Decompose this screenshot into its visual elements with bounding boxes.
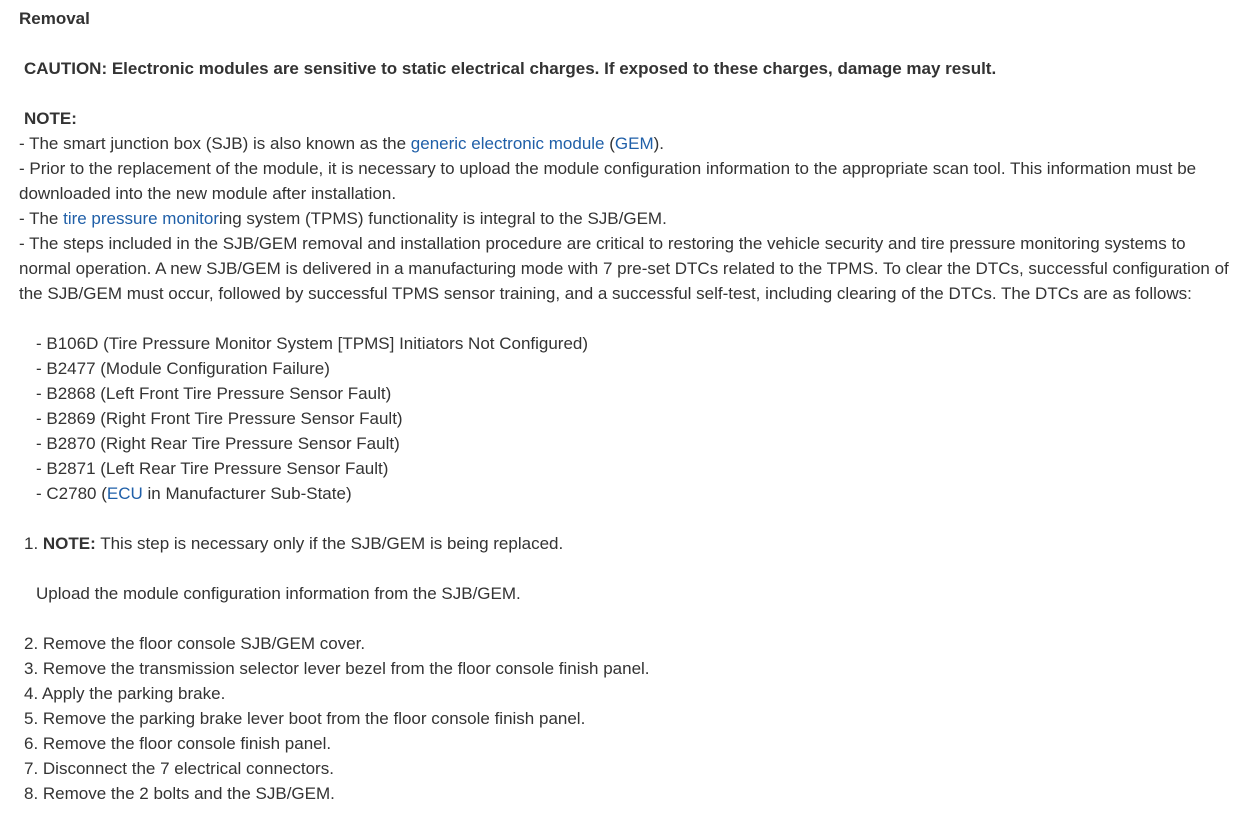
step-1	[24, 531, 563, 556]
dtc-item: - B106D (Tire Pressure Monitor System [TPMS] Initiators Not Configured)	[36, 334, 589, 353]
note-item-sjb-gem	[19, 131, 664, 156]
step-note-text: This step is necessary only if the SJB/GEM is being replaced.	[95, 534, 564, 553]
step-1-detail: Upload the module configuration information from the SJB/GEM.	[36, 584, 521, 603]
note-item-upload-config: - Prior to the replacement of the module, it is necessary to upload the module configuration information to the appropriate scan tool. This information must be downloaded into the new module after installation.	[19, 159, 1197, 203]
caution-text: CAUTION: Electronic modules are sensitive to static electrical charges. If exposed to these charges, damage may result.	[24, 59, 997, 78]
dtc-item: - B2477 (Module Configuration Failure)	[36, 359, 330, 378]
dtc-item: - B2869 (Right Front Tire Pressure Sensor Fault)	[36, 409, 403, 428]
note-heading: NOTE:	[24, 109, 77, 128]
step-6: 6. Remove the floor console finish panel.	[24, 734, 332, 753]
note-item-text: (	[604, 134, 615, 153]
step-5: 5. Remove the parking brake lever boot from the floor console finish panel.	[24, 709, 586, 728]
dtc-item	[36, 481, 352, 506]
note-item-text: - The	[19, 209, 64, 228]
step-3: 3. Remove the transmission selector lever bezel from the floor console finish panel.	[24, 659, 650, 678]
note-item-text: ing system (TPMS) functionality is integral to the SJB/GEM.	[218, 209, 667, 228]
gem-definition-link[interactable]: generic electronic module	[410, 134, 605, 153]
step-note-label: NOTE:	[42, 534, 96, 553]
note-item-text: - The smart junction box (SJB) is also known as the	[19, 134, 411, 153]
step-4: 4. Apply the parking brake.	[24, 684, 226, 703]
step-8: 8. Remove the 2 bolts and the SJB/GEM.	[24, 784, 335, 803]
dtc-item-text: - C2780 (	[36, 484, 107, 503]
step-number: 1.	[24, 534, 43, 553]
note-item-tpms	[19, 206, 667, 231]
step-2: 2. Remove the floor console SJB/GEM cover.	[24, 634, 366, 653]
dtc-item: - B2871 (Left Rear Tire Pressure Sensor Fault)	[36, 459, 389, 478]
tire-pressure-monitor-link[interactable]: tire pressure monitor	[63, 209, 219, 228]
note-item-text: ).	[653, 134, 665, 153]
gem-link[interactable]: GEM	[614, 134, 654, 153]
note-item-dtc-intro: - The steps included in the SJB/GEM removal and installation procedure are critical to restoring the vehicle security and tire pressure monitoring systems to normal operation. A new SJB/GEM is delivered in a manufacturing mode with 7 pre-set DTCs related to the TPMS. To clear the DTCs, successful configuration of the SJB/GEM must occur, followed by successful TPMS sensor training, and a successful self-test, including clearing of the DTCs. The DTCs are as follows:	[19, 234, 1229, 303]
dtc-item: - B2868 (Left Front Tire Pressure Sensor Fault)	[36, 384, 392, 403]
section-title: Removal	[19, 9, 90, 28]
dtc-item-text: in Manufacturer Sub-State)	[142, 484, 352, 503]
ecu-link[interactable]: ECU	[106, 484, 143, 503]
dtc-item: - B2870 (Right Rear Tire Pressure Sensor Fault)	[36, 434, 400, 453]
step-7: 7. Disconnect the 7 electrical connectors.	[24, 759, 334, 778]
